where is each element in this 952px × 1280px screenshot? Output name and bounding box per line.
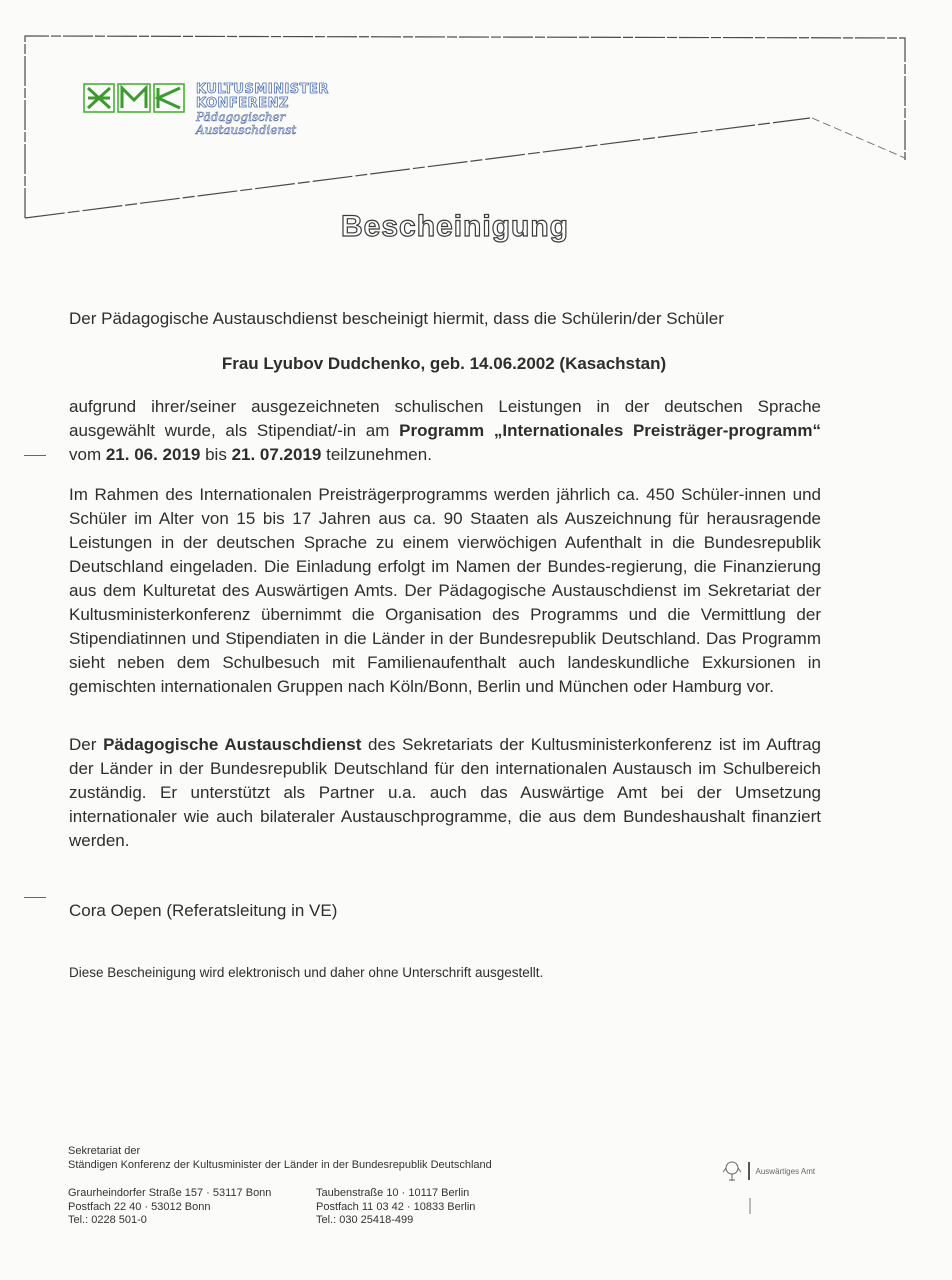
p3-text-1: Der [69,735,104,754]
header-frame [0,0,952,230]
electronic-note: Diese Bescheinigung wird elektronisch und daher ohne Unterschrift ausgestellt. [69,965,544,980]
fold-mark-upper [24,455,46,456]
document-title: Bescheinigung [340,210,570,243]
p1-text-3: bis [200,445,232,464]
footer-bonn-2: Postfach 22 40 · 53012 Bonn [68,1200,211,1213]
p1-text-2: vom [69,445,106,464]
p1-text-4: teilzunehmen. [321,445,432,464]
p1-text-1: aufgrund ihrer/seiner ausgezeichneten schulischen Leistungen in der deutschen Sprache ausgewählt wurde, als Stipendiat/-in am [69,397,821,440]
footer-berlin-1: Taubenstraße 10 · 10117 Berlin [316,1187,470,1199]
signature-line: Cora Oepen (Referatsleitung in VE) [69,901,338,920]
footer-secretariat [68,1145,492,1172]
logo-divider [748,1162,750,1180]
footer-bonn-address [68,1187,271,1228]
auswaertiges-amt-logo [722,1160,815,1182]
kmk-sub-1: Pädagogischer [196,110,286,124]
kmk-sub-2: Austauschdienst [196,123,297,137]
date-to: 21. 07.2019 [231,445,322,464]
eagle-icon [722,1160,742,1182]
recipient-line: Frau Lyubov Dudchenko, geb. 14.06.2002 (Kasachstan) [221,354,667,373]
program-name: Programm „Internationales Preisträger-programm“ [399,421,821,440]
paragraph-selection [69,395,821,467]
footer-berlin-3: Tel.: 030 25418-499 [316,1214,414,1226]
paragraph-organisation [69,733,821,853]
kmk-wordmark [196,83,329,137]
footer-berlin-2: Postfach 11 03 42 · 10833 Berlin [316,1200,476,1213]
fold-mark-lower [24,897,46,898]
date-from: 21. 06. 2019 [105,445,201,464]
footer-sec-1: Sekretariat der [68,1145,141,1157]
footer-berlin-address [316,1187,475,1228]
footer-bonn-3: Tel.: 0228 501-0 [68,1214,147,1226]
footer-bonn-1: Graurheindorfer Straße 157 · 53117 Bonn [68,1187,272,1199]
intro-text: Der Pädagogische Austauschdienst bescheinigt hiermit, dass die Schülerin/der Schüler [69,309,724,328]
organisation-name: Pädagogische Austauschdienst [103,735,362,754]
p3-text-2: des Sekretariats der Kultusministerkonferenz ist im Auftrag der Länder in der Bundesrepublik Deutschland für den internationalen Austausch im Schulbereich zuständig. Er unterstützt als Partner u.a. auch das Auswärtige Amt bei der Umsetzung internationaler wie auch bilateraler Austauschprogramme, die aus dem Bundeshaushalt finanziert werden. [69,735,821,850]
paragraph-program-info: Im Rahmen des Internationalen Preisträgerprogramms werden jährlich ca. 450 Schüler-innen und Schüler im Alter von 15 bis 17 Jahren aus ca. 90 Staaten als Auszeichnung für herausragende Leistungen in der deutschen Sprache zu einem vierwöchigen Aufenthalt in die Bundesrepublik Deutschland eingeladen. Die Einladung erfolgt im Namen der Bundes-regierung, die Finanzierung aus dem Kulturetat des Auswärtigen Amts. Der Pädagogische Austauschdienst im Sekretariat der Kultusministerkonferenz übernimmt die Organisation des Programms und die Vermittlung der Stipendiatinnen und Stipendiaten in die Länder in der Bundesrepublik Deutschland. Das Programm sieht neben dem Schulbesuch mit Familienaufenthalt auch landeskundliche Exkursionen in gemischten internationalen Gruppen nach Köln/Bonn, Berlin und München oder Hamburg vor. [69,485,821,696]
kmk-line-2: KONFERENZ [196,96,289,111]
kmk-line-1: KULTUSMINISTER [196,82,329,97]
auswaertiges-amt-label: Auswärtiges Amt [755,1166,816,1176]
footer-sec-2: Ständigen Konferenz der Kultusminister der Länder in der Bundesrepublik Deutschland [68,1158,492,1171]
divider-stub [749,1198,751,1214]
kmk-logo-icon [84,84,184,112]
